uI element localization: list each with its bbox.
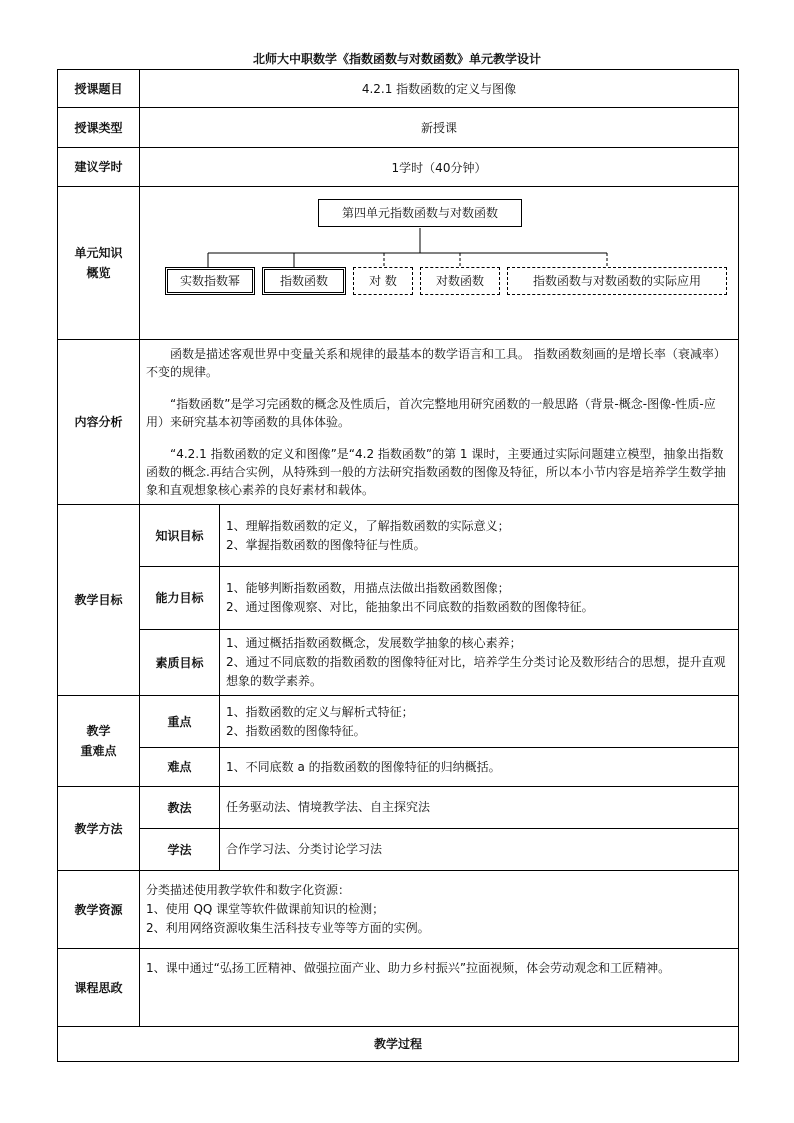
teaching-method-label: 教法 bbox=[140, 787, 220, 829]
row-goal-ability bbox=[58, 567, 739, 630]
type-value: 新授课 bbox=[140, 108, 739, 148]
difficulty-label: 难点 bbox=[140, 748, 220, 787]
row-topic bbox=[58, 70, 739, 108]
topic-label: 授课题目 bbox=[58, 70, 140, 108]
row-hours bbox=[58, 148, 739, 187]
row-overview bbox=[58, 187, 739, 340]
child-box-real-power: 实数指数幂 bbox=[165, 267, 255, 295]
resources-content bbox=[140, 871, 739, 949]
lesson-plan-table bbox=[57, 69, 739, 1062]
row-analysis bbox=[58, 340, 739, 505]
knowledge-goal-line: 2、掌握指数函数的图像特征与性质。 bbox=[226, 537, 426, 552]
resources-line: 1、使用 QQ 课堂等软件做课前知识的检测； bbox=[146, 902, 385, 916]
knowledge-goal-content bbox=[220, 505, 739, 567]
overview-label-line2: 概览 bbox=[86, 266, 111, 280]
knowledge-map bbox=[140, 187, 738, 339]
analysis-label: 内容分析 bbox=[58, 340, 140, 505]
hours-label: 建议学时 bbox=[58, 148, 140, 187]
row-resources bbox=[58, 871, 739, 949]
knowledge-goal-line: 1、理解指数函数的定义，了解指数函数的实际意义； bbox=[226, 518, 510, 533]
ability-goal-label: 能力目标 bbox=[140, 567, 220, 630]
key-points-label bbox=[58, 696, 140, 787]
row-type bbox=[58, 108, 739, 148]
resources-label: 教学资源 bbox=[58, 871, 140, 949]
difficulty-content bbox=[220, 748, 739, 787]
row-key-focus bbox=[58, 696, 739, 748]
focus-line: 1、指数函数的定义与解析式特征； bbox=[226, 704, 414, 719]
row-method-learning bbox=[58, 829, 739, 871]
row-goal-quality bbox=[58, 630, 739, 696]
ability-goal-content bbox=[220, 567, 739, 630]
quality-goal-content bbox=[220, 630, 739, 696]
teaching-method-value: 任务驱动法、情境教学法、自主探究法 bbox=[220, 787, 739, 829]
quality-goal-line: 2、通过不同底数的指数函数的图像特征对比，培养学生分类讨论及数形结合的思想，提升直观想象的数学素养。 bbox=[226, 655, 726, 688]
child-box-logarithm: 对 数 bbox=[353, 267, 413, 295]
ideology-label: 课程思政 bbox=[58, 949, 140, 1027]
knowledge-goal-label: 知识目标 bbox=[140, 505, 220, 567]
key-points-label-line1: 教学 bbox=[86, 724, 111, 738]
analysis-paragraph: “4.2.1 指数函数的定义和图像”是“4.2 指数函数”的第 1 课时，主要通过实际问题建立模型，抽象出指数函数的概念.再结合实例，从特殊到一般的方法研究指数函数的图像及特征，所以本小节内容是培养学生数学抽象和直观想象核心素养的良好素材和载体。 bbox=[146, 447, 726, 497]
analysis-paragraph: 函数是描述客观世界中变量关系和规律的最基本的数学语言和工具。 指数函数刻画的是增长率（衰减率）不变的规律。 bbox=[146, 347, 726, 379]
process-heading: 教学过程 bbox=[58, 1027, 739, 1062]
difficulty-line: 1、不同底数 a 的指数函数的图像特征的归纳概括。 bbox=[226, 759, 501, 774]
row-goal-knowledge bbox=[58, 505, 739, 567]
type-label: 授课类型 bbox=[58, 108, 140, 148]
analysis-paragraph: “指数函数”是学习完函数的概念及性质后，首次完整地用研究函数的一般思路（背景-概念-图像-性质-应用）来研究基本初等函数的具体体验。 bbox=[146, 397, 716, 429]
overview-diagram-cell bbox=[140, 187, 739, 340]
analysis-content bbox=[140, 340, 739, 505]
resources-line: 分类描述使用教学软件和数字化资源： bbox=[146, 883, 351, 897]
quality-goal-label: 素质目标 bbox=[140, 630, 220, 696]
focus-content bbox=[220, 696, 739, 748]
child-box-logarithmic-function: 对数函数 bbox=[420, 267, 500, 295]
ideology-content: 1、课中通过“弘扬工匠精神、做强拉面产业、助力乡村振兴”拉面视频，体会劳动观念和工匠精神。 bbox=[140, 949, 739, 1027]
child-box-exponential-function: 指数函数 bbox=[262, 267, 346, 295]
row-process bbox=[58, 1027, 739, 1062]
hours-value: 1学时（40分钟） bbox=[140, 148, 739, 187]
quality-goal-line: 1、通过概括指数函数概念，发展数学抽象的核心素养； bbox=[226, 636, 522, 650]
overview-label-line1: 单元知识 bbox=[74, 246, 123, 260]
resources-line: 2、利用网络资源收集生活科技专业等等方面的实例。 bbox=[146, 921, 430, 935]
learning-method-value: 合作学习法、分类讨论学习法 bbox=[220, 829, 739, 871]
focus-line: 2、指数函数的图像特征。 bbox=[226, 723, 366, 738]
document-title: 北师大中职数学《指数函数与对数函数》单元教学设计 bbox=[252, 52, 541, 66]
goals-label: 教学目标 bbox=[58, 505, 140, 696]
focus-label: 重点 bbox=[140, 696, 220, 748]
row-ideology bbox=[58, 949, 739, 1027]
ability-goal-line: 2、通过图像观察、对比，能抽象出不同底数的指数函数的图像特征。 bbox=[226, 600, 594, 614]
unit-root-box: 第四单元指数函数与对数函数 bbox=[318, 199, 522, 227]
child-box-application: 指数函数与对数函数的实际应用 bbox=[507, 267, 727, 295]
key-points-label-line2: 重难点 bbox=[80, 744, 117, 758]
methods-label: 教学方法 bbox=[58, 787, 140, 871]
topic-value: 4.2.1 指数函数的定义与图像 bbox=[140, 70, 739, 108]
row-method-teaching bbox=[58, 787, 739, 829]
learning-method-label: 学法 bbox=[140, 829, 220, 871]
ability-goal-line: 1、能够判断指数函数，用描点法做出指数函数图像； bbox=[226, 581, 510, 595]
row-key-difficulty bbox=[58, 748, 739, 787]
overview-label bbox=[58, 187, 140, 340]
